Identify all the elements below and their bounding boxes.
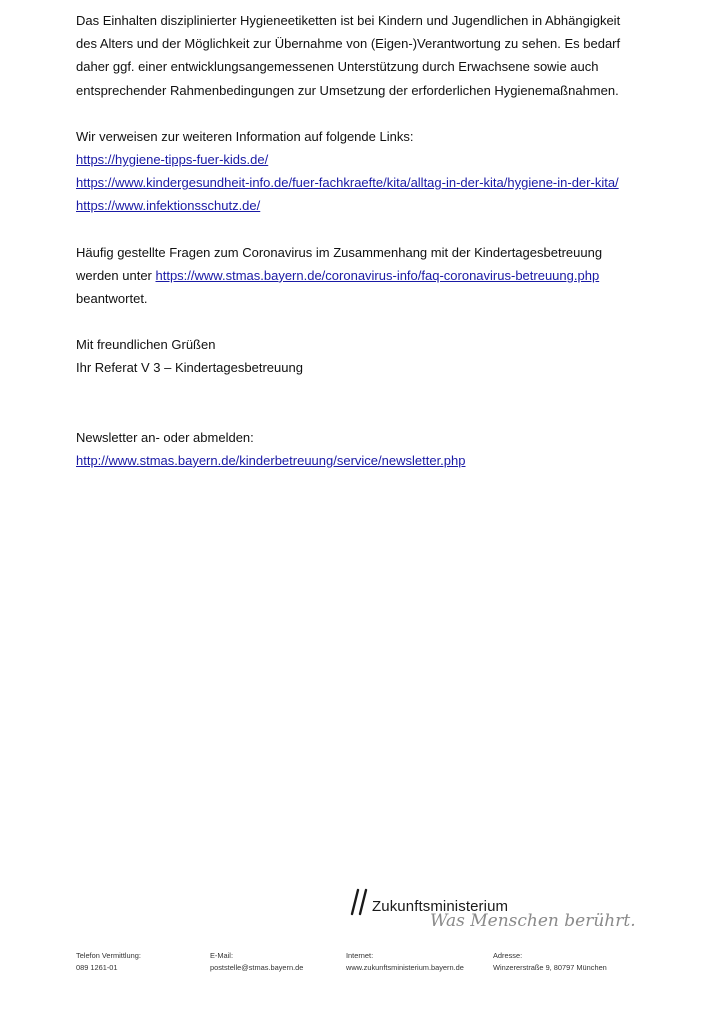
footer-email-label: E-Mail: [210, 951, 233, 960]
link-faq-coronavirus[interactable]: https://www.stmas.bayern.de/coronavirus-info/faq-coronavirus-betreuung.php [155, 267, 600, 283]
letter-footer [76, 950, 636, 980]
footer-phone-value: 089 1261-01 [76, 963, 118, 972]
footer-internet-label: Internet: [346, 951, 374, 960]
spacer [76, 310, 636, 333]
footer-address [493, 950, 607, 974]
logo-tagline: Was Menschen berührt. [430, 911, 636, 931]
signature: Ihr Referat V 3 – Kindertagesbetreuung [76, 360, 303, 376]
footer-address-value: Winzererstraße 9, 80797 München [493, 963, 607, 972]
footer-internet [346, 950, 464, 974]
link-kindergesundheit[interactable]: https://www.kindergesundheit-info.de/fuer-fachkraefte/kita/alltag-in-der-kita/hygiene-in-der-kita/ [76, 175, 619, 191]
footer-phone-label: Telefon Vermittlung: [76, 951, 141, 960]
link-newsletter[interactable]: http://www.stmas.bayern.de/kinderbetreuung/service/newsletter.php [76, 452, 466, 468]
footer-internet-value: www.zukunftsministerium.bayern.de [346, 963, 464, 972]
footer-email [210, 950, 303, 974]
footer-phone [76, 950, 141, 974]
link-infektionsschutz[interactable]: https://www.infektionsschutz.de/ [76, 198, 261, 214]
faq-paragraph [76, 241, 636, 311]
logo-name: Zukunftsministerium [372, 898, 509, 915]
newsletter-label: Newsletter an- oder abmelden: [76, 429, 254, 445]
footer-email-value: poststelle@stmas.bayern.de [210, 963, 304, 972]
closing-greeting: Mit freundlichen Grüßen [76, 337, 216, 353]
footer-address-label: Adresse: [493, 951, 523, 960]
spacer [76, 218, 636, 241]
spacer [76, 380, 636, 426]
spacer [76, 102, 636, 125]
ministry-logo [350, 884, 640, 934]
hygiene-paragraph: Das Einhalten disziplinierter Hygieneetiketten ist bei Kindern und Jugendlichen in Abhängigkeit des Alters und der Möglichkeit zur Übernahme von (Eigen-)Verantwortung zu sehen. Es bedarf daher ggf. einer entwicklungsangemessenen Unterstützung durch Erwachsene sowie auch entsprechender Rahmenbedingungen zur Umsetzung der erforderlichen Hygienemaßnahmen. [76, 13, 621, 98]
letter-body [76, 9, 636, 472]
double-slash-logo-icon [350, 888, 372, 916]
faq-text-before: Häufig gestellte Fragen zum Coronavirus im Zusammenhang mit der Kindertagesbetreuung werden unter [76, 244, 603, 283]
faq-text-after: beantwortet. [76, 291, 148, 307]
link-hygiene-tipps[interactable]: https://hygiene-tipps-fuer-kids.de/ [76, 152, 269, 168]
links-intro: Wir verweisen zur weiteren Information auf folgende Links: [76, 128, 414, 144]
